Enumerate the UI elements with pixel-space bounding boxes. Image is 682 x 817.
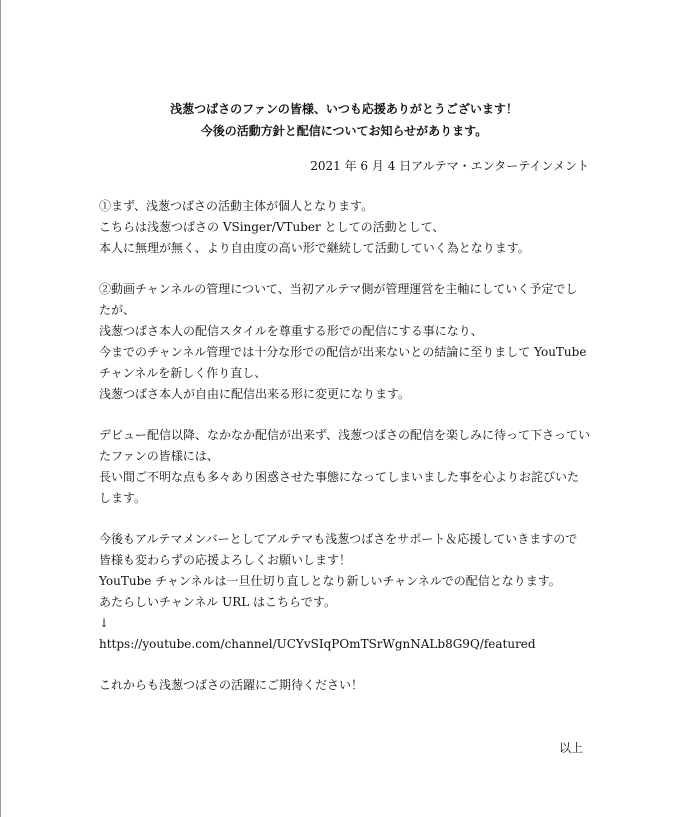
paragraph-5 (99, 675, 589, 696)
paragraph-line: 今までのチャンネル管理では十分な形での配信が出来ないとの結論に至りまして YouTube (99, 345, 587, 359)
document-body (99, 98, 589, 696)
paragraph-line: 皆様も変わらずの応援よろしくお願いします！ (99, 553, 352, 567)
paragraph-line: これからも浅葱つばさの活躍にご期待ください！ (99, 678, 364, 692)
paragraph-line: 浅葱つばさ本人の配信スタイルを尊重する形での配信にする事になり、 (99, 324, 483, 338)
channel-url: https://youtube.com/channel/UCYvSIqPOmTSrWgnNALb8G9Q/featured (99, 637, 536, 651)
paragraph-line: あたらしいチャンネル URL はこちらです。 (99, 595, 336, 609)
paragraph-4 (99, 529, 589, 655)
dateline: 2021 年 6 月 4 日アルテマ・エンターテインメント (310, 159, 589, 173)
paragraphs (99, 196, 589, 696)
paragraph-line: ①まず、浅葱つばさの活動主体が個人となります。 (99, 199, 374, 213)
paragraph-3 (99, 425, 589, 509)
paragraph-line: 本人に無理が無く、より自由度の高い形で継続して活動していく為となります。 (99, 241, 530, 255)
paragraph-line: たファンの皆様には、 (99, 449, 219, 463)
paragraph-2 (99, 279, 589, 405)
paragraph-line: 浅葱つばさ本人が自由に配信出来る形に変更になります。 (99, 387, 411, 401)
paragraph-line: YouTube チャンネルは一旦仕切り直しとなり新しいチャンネルでの配信となります。 (99, 574, 561, 588)
document-title (99, 98, 589, 142)
paragraph-line: たが、 (99, 303, 136, 317)
page-left-border (0, 0, 1, 817)
paragraph-line: 今後もアルテマメンバーとしてアルテマも浅葱つばさをサポート＆応援していきますので (99, 532, 578, 546)
closing-mark: 以上 (559, 741, 584, 755)
paragraph-line: デビュー配信以降、なかなか配信が出来ず、浅葱つばさの配信を楽しみに待って下さってい (99, 428, 591, 442)
paragraph-1 (99, 196, 589, 259)
paragraph-line: こちらは浅葱つばさの VSinger/VTuber としての活動として、 (99, 220, 445, 234)
paragraph-line: 長い間ご不明な点も多々あり困惑させた事態になってしまいました事を心よりお詫びいた (99, 470, 580, 484)
title-line-2: 今後の活動方針と配信についてお知らせがあります。 (200, 124, 488, 138)
down-arrow: ↓ (99, 616, 110, 630)
paragraph-line: ②動画チャンネルの管理について、当初アルテマ側が管理運営を主軸にしていく予定でし (99, 282, 578, 296)
paragraph-line: チャンネルを新しく作り直し、 (99, 366, 267, 380)
title-line-1: 浅葱つばさのファンの皆様、いつも応援ありがとうございます！ (170, 102, 518, 116)
paragraph-line: します。 (99, 491, 147, 505)
